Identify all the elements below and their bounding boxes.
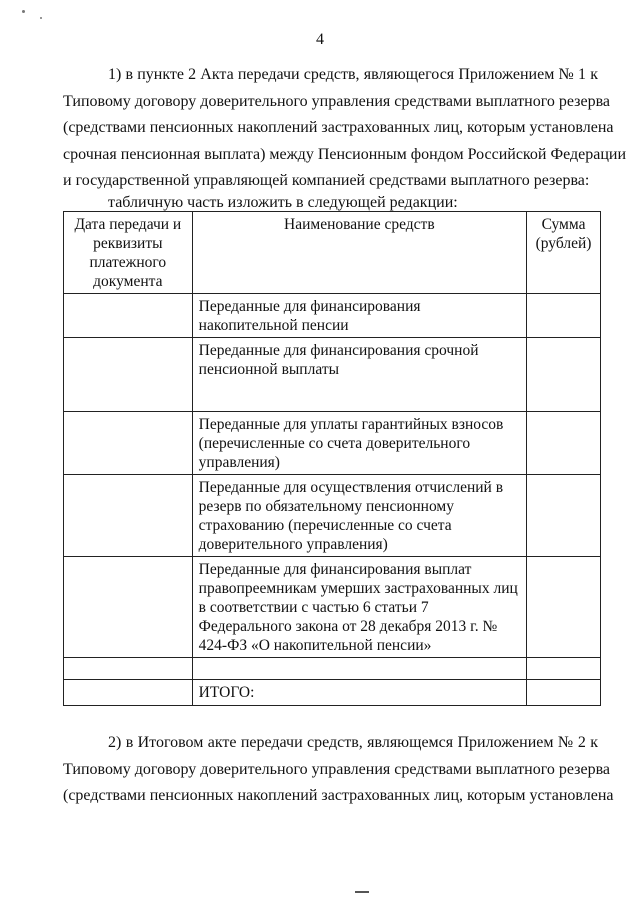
paragraph-line: 2) в Итоговом акте передачи средств, являющемся Приложением № 2 к xyxy=(108,734,598,751)
cell-sum xyxy=(527,412,601,475)
paragraph-line: (средствами пенсионных накоплений застрахованных лиц, которым установлена xyxy=(63,787,614,804)
paragraph-line: Типовому договору доверительного управления средствами выплатного резерва xyxy=(63,92,611,110)
table-row-empty xyxy=(64,658,601,680)
cell-total-label: ИТОГО: xyxy=(192,680,526,706)
header-sum: Сумма (рублей) xyxy=(527,212,601,294)
cell-date xyxy=(64,412,193,475)
page-number: 4 xyxy=(316,31,324,48)
header-fund-name: Наименование средств xyxy=(192,212,526,294)
paragraph-line: Типовому договору доверительного управления средствами выплатного резерва xyxy=(63,760,611,778)
table-row xyxy=(64,475,601,557)
table-row xyxy=(64,294,601,338)
paragraph-line: срочная пенсионная выплата) между Пенсионным фондом Российской Федерации xyxy=(63,145,626,163)
cell-fund-name xyxy=(192,658,526,680)
scan-mark xyxy=(355,891,369,893)
paragraph-line: и государственной управляющей компанией средствами выплатного резерва: xyxy=(63,172,590,189)
cell-sum xyxy=(527,557,601,658)
table-intro-text: табличную часть изложить в следующей редакции: xyxy=(108,194,458,211)
scan-speck xyxy=(22,10,25,13)
table-row xyxy=(64,412,601,475)
funds-table xyxy=(63,211,601,706)
cell-date xyxy=(64,338,193,412)
header-date-document: Дата передачи и реквизиты платежного документа xyxy=(64,212,193,294)
cell-sum xyxy=(527,294,601,338)
table-header-row xyxy=(64,212,601,294)
cell-date xyxy=(64,475,193,557)
cell-fund-name: Переданные для финансирования выплат правопреемникам умерших застрахованных лиц в соответствии с частью 6 статьи 7 Федерального закона от 28 декабря 2013 г. № 424-ФЗ «О накопительной пенсии» xyxy=(192,557,526,658)
paragraph-line: (средствами пенсионных накоплений застрахованных лиц, которым установлена xyxy=(63,119,614,136)
cell-date xyxy=(64,680,193,706)
table-row-total xyxy=(64,680,601,706)
table-row xyxy=(64,338,601,412)
paragraph-line: 1) в пункте 2 Акта передачи средств, являющегося Приложением № 1 к xyxy=(108,66,598,83)
paragraph-2 xyxy=(63,730,614,810)
table-row xyxy=(64,557,601,658)
cell-sum xyxy=(527,475,601,557)
cell-sum xyxy=(527,658,601,680)
cell-fund-name: Переданные для осуществления отчислений в резерв по обязательному пенсионному страхованию (перечисленные со счета доверительного управления) xyxy=(192,475,526,557)
cell-date xyxy=(64,658,193,680)
cell-date xyxy=(64,294,193,338)
cell-fund-name: Переданные для финансирования накопительной пенсии xyxy=(192,294,526,338)
paragraph-1 xyxy=(63,62,626,195)
cell-date xyxy=(64,557,193,658)
cell-fund-name: Переданные для финансирования срочной пенсионной выплаты xyxy=(192,338,526,412)
cell-total-sum xyxy=(527,680,601,706)
cell-fund-name: Переданные для уплаты гарантийных взносов (перечисленные со счета доверительного управления) xyxy=(192,412,526,475)
cell-sum xyxy=(527,338,601,412)
scan-speck xyxy=(40,17,42,19)
